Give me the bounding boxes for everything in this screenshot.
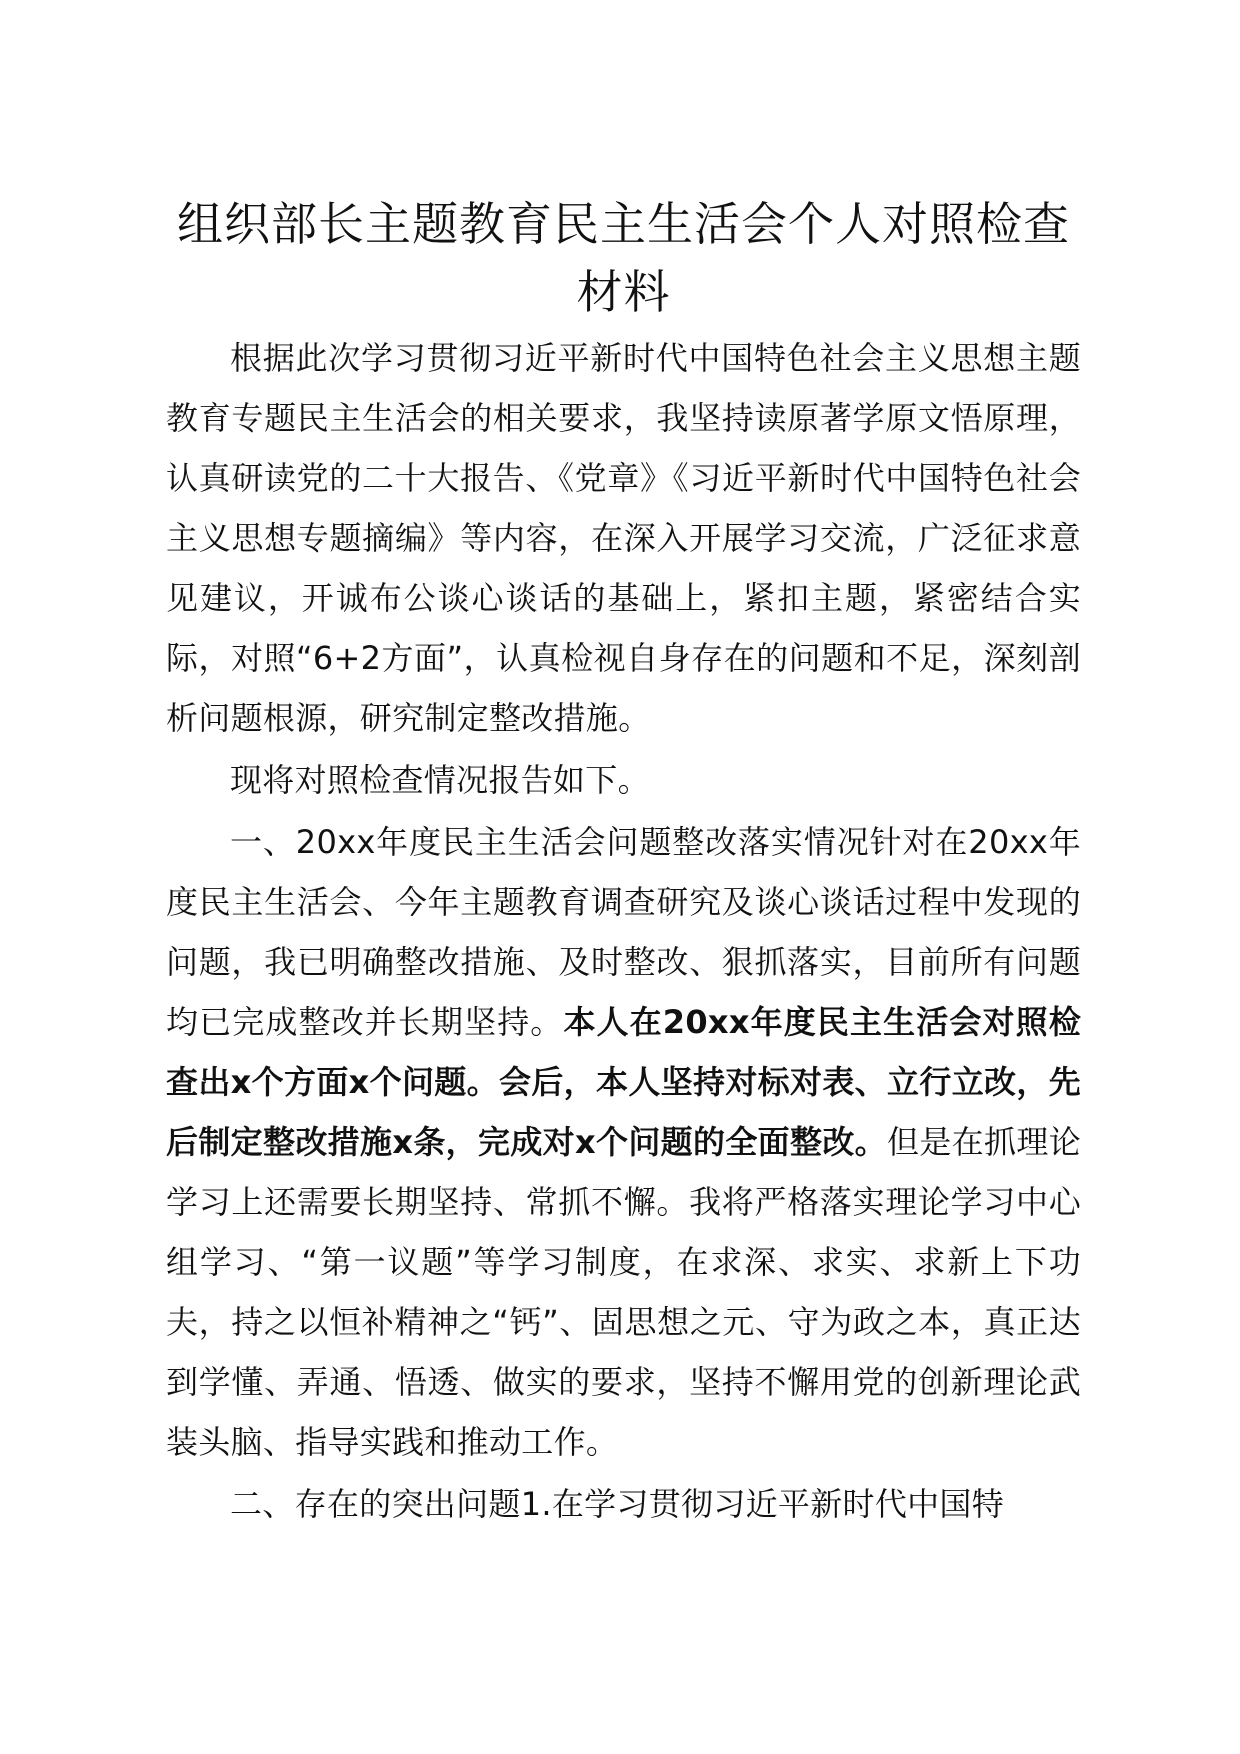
document-content <box>166 190 1081 1534</box>
section-one-paragraph <box>166 812 1081 1472</box>
document-title: 组织部长主题教育民主生活会个人对照检查材料 <box>177 197 1070 319</box>
intro-paragraph: 根据此次学习贯彻习近平新时代中国特色社会主义思想主题教育专题民主生活会的相关要求，我坚持读原著学原文悟原理，认真研读党的二十大报告、《党章》《习近平新时代中国特色社会主义思想专题摘编》等内容，在深入开展学习交流，广泛征求意见建议，开诚布公谈心谈话的基础上，紧扣主题，紧密结合实际，对照“6+2方面”，认真检视自身存在的问题和不足，深刻剖析问题根源，研究制定整改措施。 <box>166 339 1081 737</box>
section-one-part-3: 但是在抓理论学习上还需要长期坚持、常抓不懈。我将严格落实理论学习中心组学习、“第一议题”等学习制度，在求深、求实、求新上下功夫，持之以恒补精神之“钙”、固思想之元、守为政之本，真正达到学懂、弄通、悟透、做实的要求，坚持不懈用党的创新理论武装头脑、指导实践和推动工作。 <box>166 1123 1081 1461</box>
report-intro-paragraph: 现将对照检查情况报告如下。 <box>230 761 650 799</box>
section-one-part-2: 本人在20xx年度民主生活会对照检查出x个方面x个问题。会后，本人坚持对标对表、立行立改，先后制定整改措施x条，完成对x个问题的全面整改。 <box>166 1003 1081 1161</box>
section-two-paragraph: 二、存在的突出问题1.在学习贯彻习近平新时代中国特 <box>230 1485 1005 1523</box>
section-one-part-1: 一、20xx年度民主生活会问题整改落实情况针对在20xx年度民主生活会、今年主题教育调查研究及谈心谈话过程中发现的问题，我已明确整改措施、及时整改、狠抓落实，目前所有问题均已完成整改并长期坚持。 <box>166 823 1081 1041</box>
